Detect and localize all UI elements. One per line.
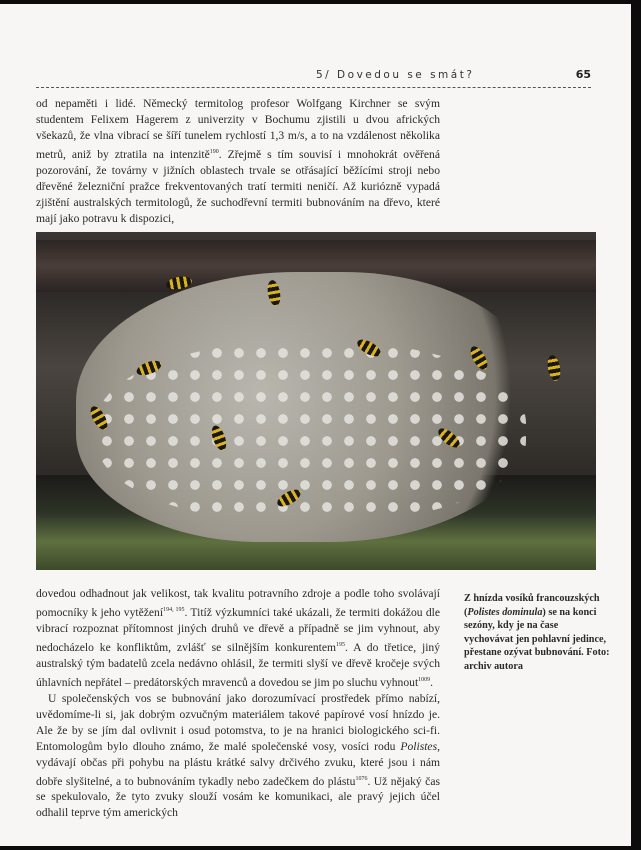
text: dovedou odhadnout jak velikost, tak kvalitu potravního zdroje a podle toho svolávají pomocníky k jeho vytěžení: [36, 587, 440, 619]
citation: 194, 195: [163, 607, 185, 613]
book-page: [0, 4, 631, 846]
species-name: Polistes dominula: [467, 606, 543, 618]
text: od nepaměti i lidé. Německý termitolog profesor Wolfgang Kirchner se svým studentem Felixem Hagerem z univerzity v Bochumu zjistili u dvou afrických všekazů, že vlna vibrací se šíří tunelem rychlostí 1,3 m/s, a to na vzdálenost několika metrů, aniž by ztratila na intenzitě: [36, 97, 440, 161]
chapter-title: 5/ Dovedou se smát?: [316, 69, 475, 81]
text: . Zřejmě s tím souvisí i mnohokrát ověřená pozorování, že továrny v jižních oblastech trvale se otřásající běžícími stroji nebo dřevěné železniční pražce frekventovaných tratí termiti neničí. Až kuriózně vypadá zjištění australských termitologů, že suchodřevní termiti bubnováním na dřevo, které mají jako potravu k dispozici,: [36, 147, 440, 225]
citation: 195: [336, 641, 346, 648]
text: Z hnízda vosíků francouzských (: [464, 593, 600, 618]
citation: 1009: [418, 676, 431, 683]
genus-name: Polistes: [400, 739, 438, 753]
wasp-nest-photo: [36, 232, 596, 570]
text: , vydávají občas při pohybu na plástu krátké salvy drčivého zvuku, které jsou i nám dobře slyšitelné, a to bubnováním tykadly nebo zadečkem do plástu: [36, 739, 440, 788]
citation: 1076: [355, 775, 368, 782]
nest-cells: [96, 342, 526, 522]
photo-caption: [464, 592, 610, 673]
running-header: [36, 67, 591, 88]
text: U společenských vos se bubnování jako dorozumívací prostředek přímo nabízí, uvědomíme-li si, jak dobrým ozvučným materiálem takové papírové vosí hnízdo je. Ale že by se jím dal ovlivnit i osud potomstva, to je na hranici biologického sci-fi. Entomologům bylo dlouho známo, že malé společenské vosy, vosíci rodu: [36, 691, 440, 753]
paragraph-bottom: [36, 586, 440, 821]
text: . Už nějaký čas se spekulovalo, že tyto zvuky slouží vosám ke komunikaci, ale pravý jejich účel odhalil teprve tým amerických: [36, 774, 440, 820]
text: ) se na konci sezóny, kdy je na čase vychovávat jen pohlavní jedince, přestane ozývat bubnování. Foto: archiv autora: [464, 606, 610, 672]
text: .: [430, 675, 434, 689]
wasp: [546, 354, 562, 382]
page-number: 65: [575, 68, 591, 81]
paragraph-top: [36, 96, 440, 227]
text: . Titíž výzkumníci také ukázali, že termiti dokážou dle vibrací rozpoznat přítomnost jiných druhů ve dřevě a případně se jim vyhnout, aby nedocházelo ke konfliktům, zvlášť se silnějším konkurentem: [36, 605, 440, 654]
text: . A do třetice, jiný australský tým badatelů zcela nedávno ohlásil, že termiti slyší ve dřevě kročeje svých úhlavních nepřátel – predátorských mravenců a dovedou se jim po sluchu vyhnout: [36, 640, 441, 689]
citation: 190: [209, 149, 219, 155]
